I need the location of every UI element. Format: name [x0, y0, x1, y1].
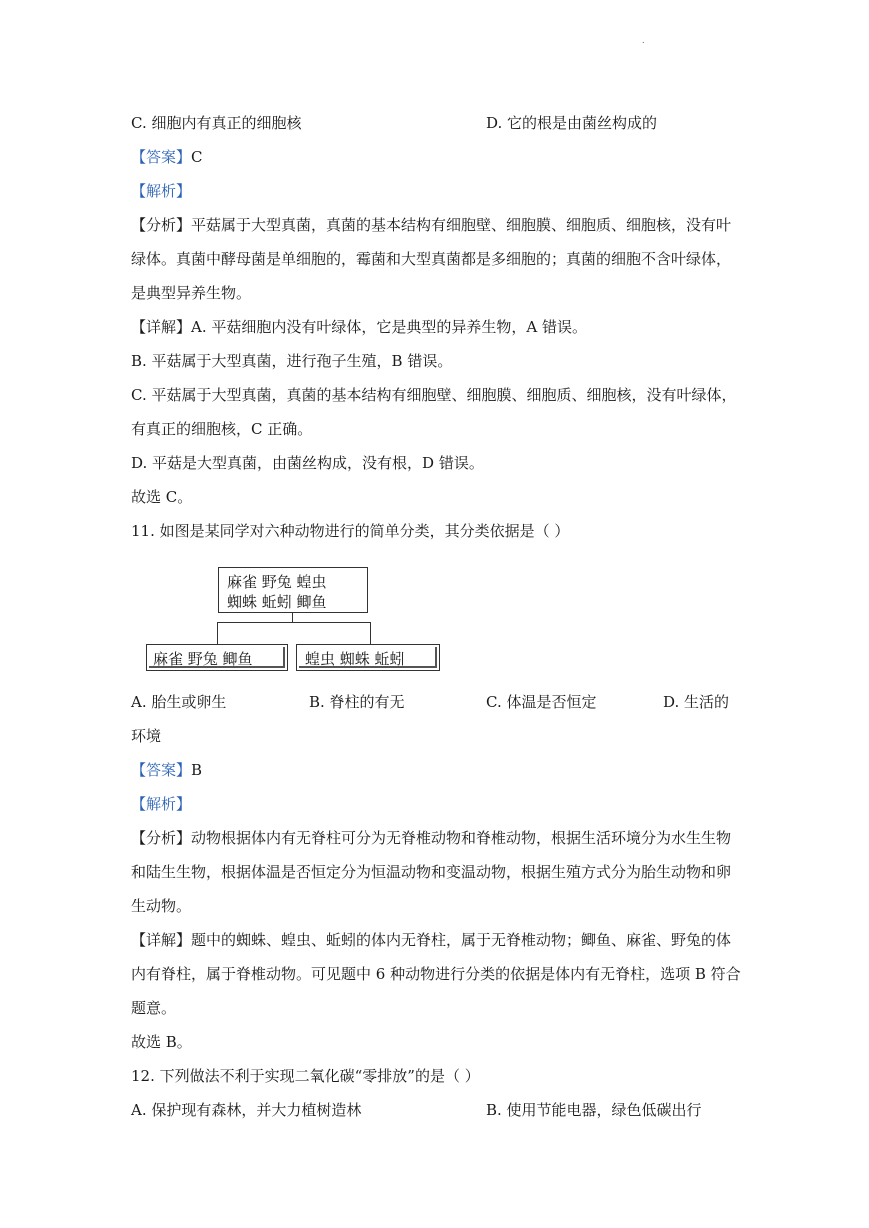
q10-answer [131, 147, 203, 167]
q11-fenxi-line2: 和陆生生物，根据体温是否恒定分为恒温动物和变温动物，根据生殖方式分为胎生动物和卵 [131, 863, 732, 881]
q10-conclusion: 故选 C。 [131, 488, 193, 506]
q10-line-b: B. 平菇属于大型真菌，进行孢子生殖，B 错误。 [131, 352, 453, 370]
q11-option-c: C. 体温是否恒定 [486, 693, 597, 711]
diagram-top-row2: 蜘蛛 蚯蚓 鲫鱼 [227, 593, 327, 611]
q10-fenxi-line1 [131, 215, 731, 235]
q11-stem: 11. 如图是某同学对六种动物进行的简单分类，其分类依据是（ ） [131, 522, 570, 540]
q11-conclusion: 故选 B。 [131, 1033, 192, 1051]
q10-line-c1: C. 平菇属于大型真菌，真菌的基本结构有细胞壁、细胞膜、细胞质、细胞核，没有叶绿体， [131, 386, 737, 404]
diagram-left-box [146, 644, 288, 671]
connector-bar [217, 622, 370, 623]
q11-xiangjie-line3: 题意。 [131, 999, 177, 1017]
xiangjie-tag: 【详解】 [131, 931, 192, 949]
q11-option-a: A. 胎生或卵生 [131, 693, 227, 711]
fenxi-text: 动物根据体内有无脊柱可分为无脊椎动物和脊椎动物，根据生活环境分为水生生物 [191, 829, 732, 847]
q10-xiangjie-line1 [131, 317, 587, 337]
q11-analysis-tag: 【解析】 [131, 795, 192, 813]
q10-option-c: C. 细胞内有真正的细胞核 [131, 114, 302, 132]
q11-fenxi-line1 [131, 828, 731, 848]
q11-option-b: B. 脊柱的有无 [309, 693, 405, 711]
q11-xiangjie-line1 [131, 930, 731, 950]
q11-option-d-cont: 环境 [131, 727, 162, 745]
fenxi-tag: 【分析】 [131, 829, 192, 847]
q11-option-d: D. 生活的 [663, 693, 730, 711]
answer-value: B [191, 761, 203, 779]
q11-xiangjie-line2: 内有脊柱，属于脊椎动物。可见题中 6 种动物进行分类的依据是体内有无脊柱，选项 B 符合 [131, 965, 741, 983]
connector-left [217, 622, 218, 644]
diagram-top-row1: 麻雀 野兔 蝗虫 [227, 573, 327, 591]
q12-stem: 12. 下列做法不利于实现二氧化碳“零排放”的是（ ） [131, 1067, 480, 1085]
header-mark: . [642, 36, 645, 45]
q11-fenxi-line3: 生动物。 [131, 897, 192, 915]
fenxi-text: 平菇属于大型真菌，真菌的基本结构有细胞壁、细胞膜、细胞质、细胞核，没有叶 [191, 216, 732, 234]
xiangjie-tag: 【详解】 [131, 318, 192, 336]
q10-fenxi-line3: 是典型异养生物。 [131, 284, 252, 302]
q10-option-d: D. 它的根是由菌丝构成的 [486, 114, 658, 132]
q11-answer [131, 760, 202, 780]
connector-right [370, 622, 371, 644]
xiangjie-text: 题中的蜘蛛、蝗虫、蚯蚓的体内无脊柱，属于无脊椎动物；鲫鱼、麻雀、野兔的体 [191, 931, 732, 949]
q10-line-d: D. 平菇是大型真菌，由菌丝构成，没有根，D 错误。 [131, 454, 484, 472]
diagram-left-text: 麻雀 野兔 鲫鱼 [153, 650, 253, 668]
connector-stem [292, 612, 293, 622]
q12-option-b: B. 使用节能电器，绿色低碳出行 [486, 1101, 702, 1119]
classification-diagram [146, 565, 446, 675]
answer-tag: 【答案】 [131, 148, 192, 166]
diagram-right-box [296, 644, 440, 671]
q10-analysis-tag: 【解析】 [131, 182, 192, 200]
q10-fenxi-line2: 绿体。真菌中酵母菌是单细胞的，霉菌和大型真菌都是多细胞的；真菌的细胞不含叶绿体， [131, 250, 732, 268]
answer-tag: 【答案】 [131, 761, 192, 779]
q12-option-a: A. 保护现有森林，并大力植树造林 [131, 1101, 362, 1119]
q10-line-c2: 有真正的细胞核，C 正确。 [131, 420, 313, 438]
diagram-right-text: 蝗虫 蜘蛛 蚯蚓 [305, 650, 405, 668]
fenxi-tag: 【分析】 [131, 216, 192, 234]
answer-value: C [191, 148, 203, 166]
xiangjie-text: A. 平菇细胞内没有叶绿体，它是典型的异养生物，A 错误。 [191, 318, 587, 336]
diagram-top-box [218, 567, 368, 613]
